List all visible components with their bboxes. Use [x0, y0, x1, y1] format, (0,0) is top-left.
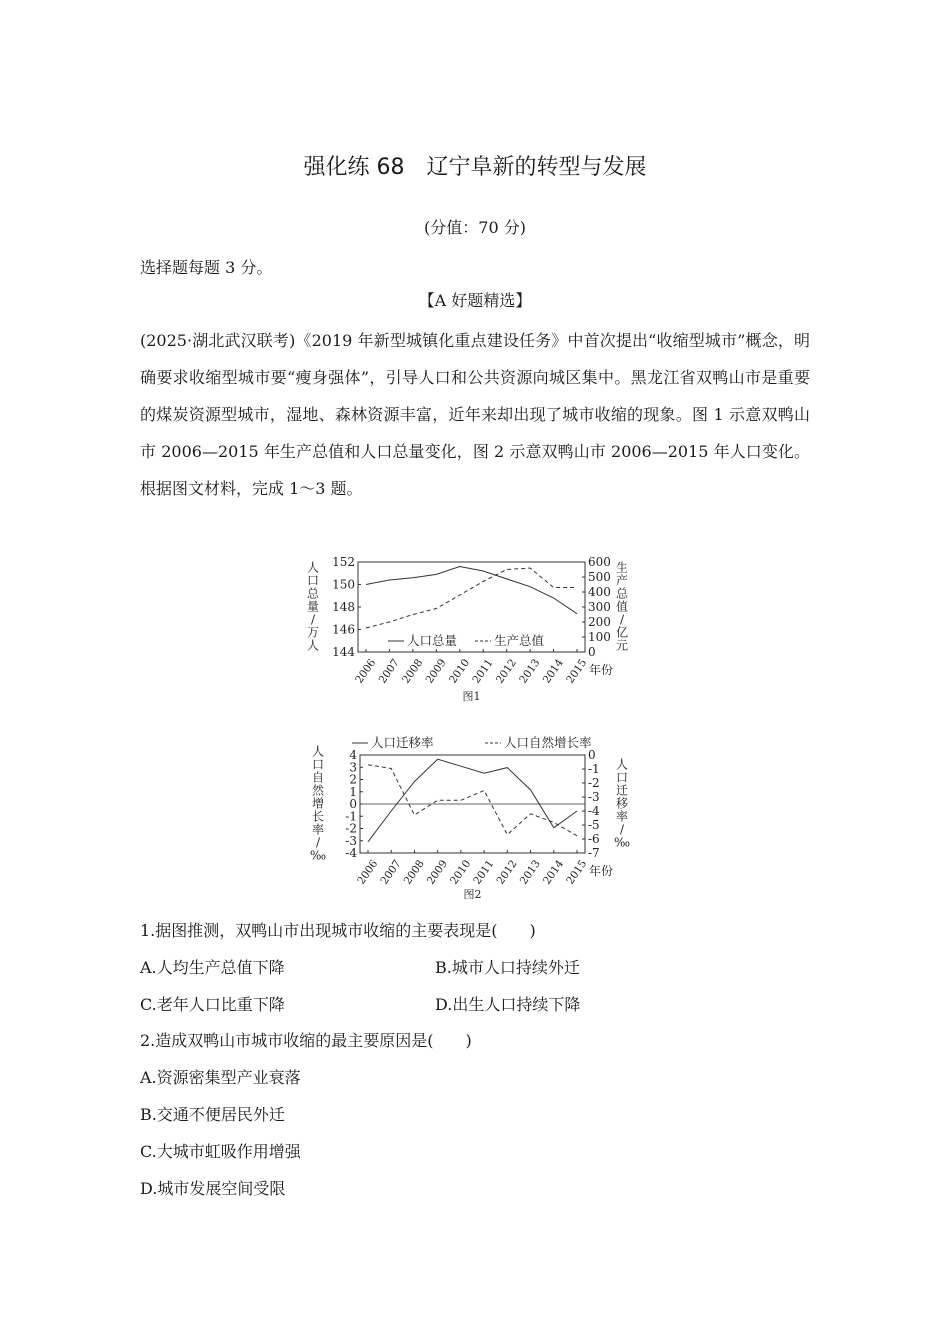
- right-axis-label-char: 生: [615, 560, 629, 575]
- x-tick-label: 2013: [517, 857, 543, 887]
- right-tick-label: 100: [588, 630, 611, 644]
- legend-label: 人口自然增长率: [504, 735, 592, 750]
- left-axis-label-char: 自: [311, 770, 325, 785]
- x-axis-label: 年份: [589, 864, 614, 878]
- x-tick-label: 2006: [355, 857, 381, 887]
- x-tick-label: 2015: [564, 857, 590, 887]
- right-axis-label-char: 率: [615, 809, 629, 824]
- question-2-stem: 2.造成双鸭山市城市收缩的最主要原因是( ): [140, 1031, 472, 1050]
- question-1-stem: 1.据图推测，双鸭山市出现城市收缩的主要表现是( ): [140, 921, 536, 940]
- left-tick-label: -4: [345, 846, 357, 860]
- right-axis-label-char: 迁: [615, 783, 629, 798]
- series-line-dashed: [366, 568, 577, 628]
- plot-frame: [358, 562, 585, 652]
- right-axis-label-char: 人: [615, 757, 629, 772]
- left-axis-label: [310, 745, 326, 863]
- series-line-solid: [366, 567, 577, 614]
- left-tick-label: -2: [345, 821, 357, 836]
- right-tick-label: -7: [588, 846, 600, 860]
- question-2-option-c[interactable]: C.大城市虹吸作用增强: [140, 1142, 301, 1161]
- x-tick-label: 2006: [353, 656, 379, 686]
- right-tick-label: -5: [588, 818, 600, 832]
- legend-label: 人口总量: [407, 633, 458, 648]
- right-tick-label: 500: [588, 570, 611, 584]
- x-tick-label: 2010: [446, 656, 473, 686]
- right-axis-label-char: 元: [615, 638, 629, 653]
- question-1-option-c[interactable]: C.老年人口比重下降: [140, 995, 285, 1014]
- right-axis-label-char: 产: [615, 573, 629, 588]
- right-axis-label-char: ‰: [613, 835, 631, 850]
- left-tick-label: 2: [349, 772, 357, 787]
- x-tick-label: 2013: [517, 656, 543, 686]
- right-tick-label: 600: [588, 555, 611, 569]
- x-tick-label: 2012: [493, 656, 520, 686]
- left-tick-label: 148: [332, 600, 355, 614]
- x-tick-label: 2012: [494, 857, 520, 887]
- x-tick-label: 2007: [378, 857, 404, 887]
- x-tick-label: 2011: [470, 656, 496, 686]
- left-tick-label: -1: [345, 809, 357, 824]
- left-tick-label: 0: [349, 797, 357, 811]
- right-axis-label-char: /: [619, 822, 625, 837]
- right-axis-label-char: 移: [615, 796, 629, 811]
- figure-caption: 图2: [463, 888, 482, 901]
- right-axis-label-char: 亿: [615, 625, 629, 640]
- right-axis-label: [614, 758, 630, 850]
- figure-1-chart: [300, 550, 640, 710]
- right-axis-label-char: 口: [615, 770, 629, 785]
- right-axis-label-char: /: [619, 612, 625, 627]
- left-axis-label-char: ‰: [309, 848, 327, 863]
- x-tick-label: 2009: [424, 857, 451, 887]
- right-tick-label: 0: [588, 748, 596, 762]
- passage: (2025·湖北武汉联考)《2019 年新型城镇化重点建设任务》中首次提出“收缩型城市”概念，明确要求收缩型城市要“瘦身强体”，引导人口和公共资源向城区集中。黑龙江省双鸭山市是重要的煤炭资源型城市，湿地、森林资源丰富，近年来却出现了城市收缩的现象。图 1 示意双鸭山市 2006—2015 年生产总值和人口总量变化，图 2 示意双鸭山市 2006—2015 年人口变化。根据图文材料，完成 1～3 题。: [140, 331, 810, 498]
- left-axis-label-char: 量: [306, 599, 320, 614]
- left-axis-label-char: 总: [306, 586, 320, 601]
- left-tick-label: 3: [349, 760, 357, 775]
- x-tick-label: 2011: [471, 857, 497, 887]
- question-2-option-d[interactable]: D.城市发展空间受限: [140, 1179, 286, 1198]
- x-tick-label: 2007: [376, 656, 402, 686]
- x-tick-label: 2014: [540, 857, 567, 887]
- question-2-option-a[interactable]: A.资源密集型产业衰落: [140, 1068, 301, 1087]
- left-axis-label-char: /: [315, 835, 321, 850]
- right-tick-label: -3: [588, 790, 600, 804]
- figure-2-chart: [300, 730, 640, 905]
- instruction: 选择题每题 3 分。: [140, 258, 273, 277]
- x-tick-label: 2010: [448, 857, 474, 887]
- right-tick-label: -6: [588, 832, 600, 846]
- x-tick-label: 2008: [400, 656, 426, 686]
- right-tick-label: -4: [588, 804, 600, 818]
- legend-label: 生产总值: [494, 633, 545, 648]
- figure-caption: 图1: [462, 690, 481, 703]
- page-title: 强化练 68 辽宁阜新的转型与发展: [303, 155, 647, 180]
- left-axis-label-char: 长: [311, 809, 325, 824]
- left-axis-label-char: 万: [306, 625, 320, 640]
- right-axis-label-char: 值: [615, 599, 629, 614]
- right-tick-label: 400: [588, 585, 611, 599]
- x-tick-label: 2009: [423, 656, 449, 686]
- x-tick-label: 2008: [401, 857, 427, 887]
- question-1-option-d[interactable]: D.出生人口持续下降: [435, 995, 581, 1014]
- right-tick-label: 300: [588, 600, 611, 614]
- series-line-solid: [368, 759, 577, 842]
- left-tick-label: 152: [332, 555, 355, 569]
- right-axis-label-char: 总: [615, 586, 629, 601]
- right-axis-label: [616, 560, 629, 653]
- right-tick-label: 200: [588, 615, 611, 629]
- left-axis-label-char: 口: [311, 757, 325, 772]
- left-tick-label: 144: [332, 645, 355, 659]
- left-axis-label-char: 增: [311, 796, 325, 811]
- left-tick-label: -3: [345, 833, 357, 848]
- left-axis-label-char: 人: [311, 744, 325, 759]
- left-axis-label-char: 人: [306, 638, 320, 653]
- left-tick-label: 146: [332, 622, 355, 637]
- section-heading: 【A 好题精选】: [418, 291, 532, 310]
- right-tick-label: 0: [588, 645, 596, 659]
- question-2-option-b[interactable]: B.交通不便居民外迁: [140, 1105, 285, 1124]
- left-tick-label: 1: [349, 784, 357, 799]
- x-tick-label: 2014: [540, 656, 566, 686]
- left-axis-label-char: 率: [311, 822, 325, 837]
- question-1-option-a[interactable]: A.人均生产总值下降: [140, 958, 285, 977]
- question-1-option-b[interactable]: B.城市人口持续外迁: [435, 958, 580, 977]
- left-tick-label: 4: [349, 748, 357, 762]
- right-tick-label: -1: [588, 762, 600, 776]
- left-axis-label-char: /: [310, 612, 316, 627]
- x-tick-label: 2015: [564, 656, 590, 686]
- score-note: (分值：70 分): [424, 218, 526, 237]
- left-axis-label: [307, 561, 320, 653]
- left-tick-label: 150: [332, 577, 355, 592]
- x-axis-label: 年份: [589, 663, 614, 677]
- left-axis-label-char: 口: [306, 573, 320, 588]
- left-axis-label-char: 然: [311, 783, 325, 798]
- legend-label: 人口迁移率: [371, 735, 434, 750]
- right-tick-label: -2: [588, 776, 600, 790]
- left-axis-label-char: 人: [306, 560, 320, 575]
